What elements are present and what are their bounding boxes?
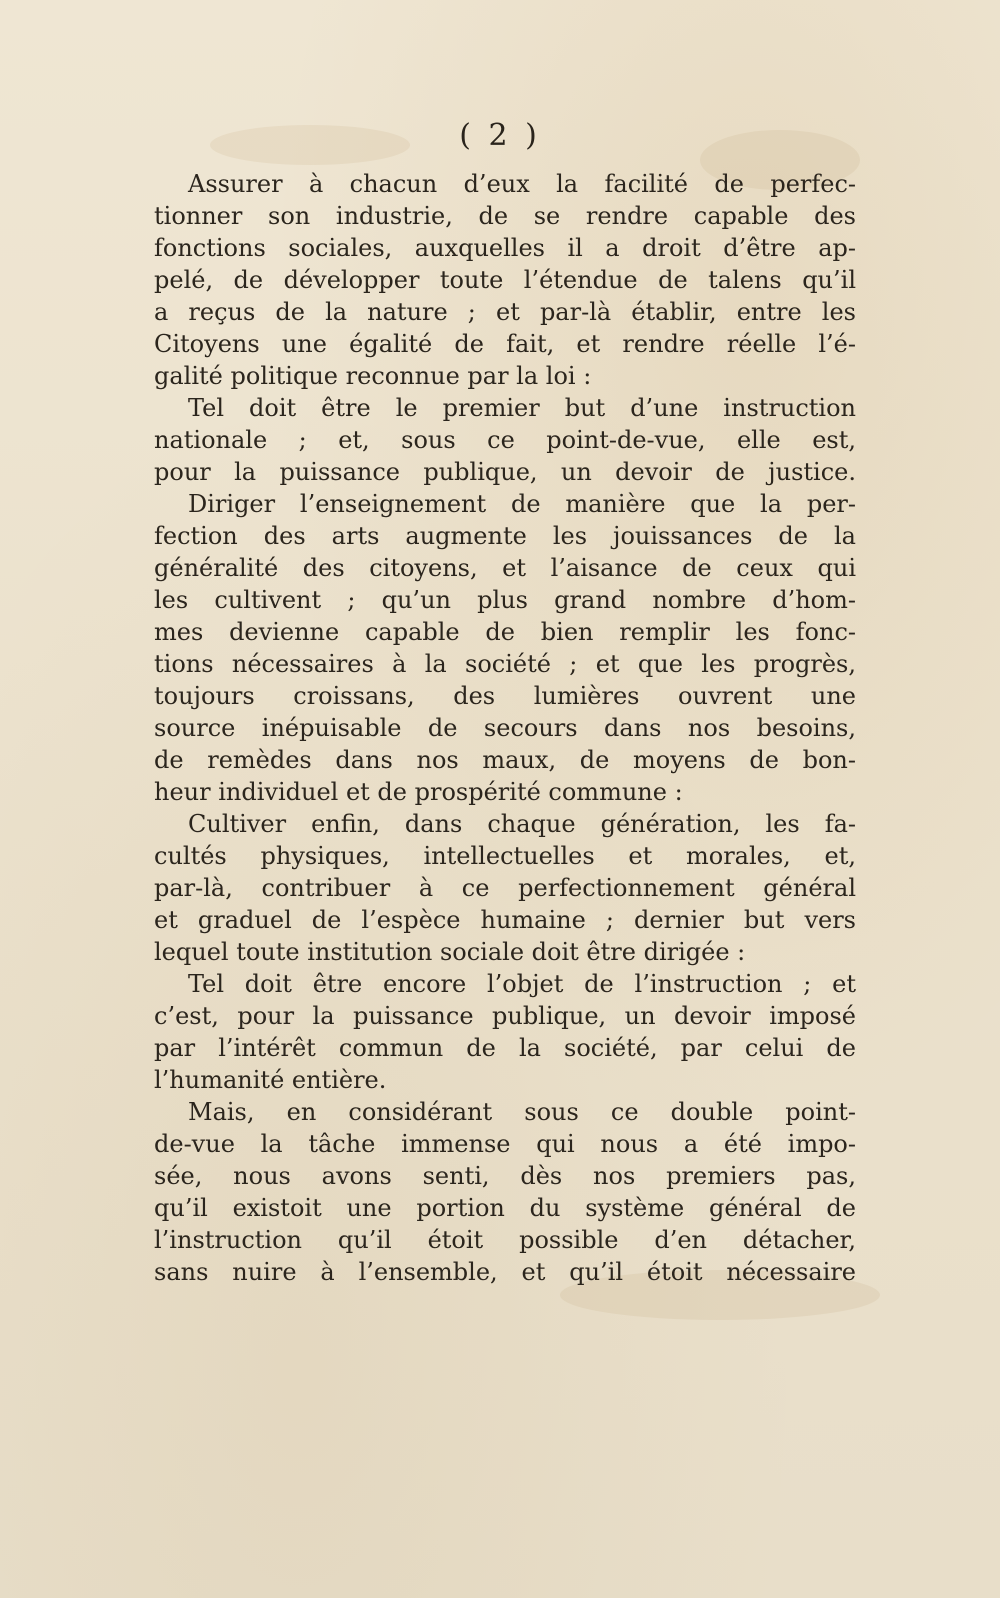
text-line: source inépuisable de secours dans nos besoins, (154, 714, 856, 742)
text-line: a reçus de la nature ; et par-là établir, entre les (154, 298, 856, 326)
text-line: Cultiver enfin, dans chaque génération, les fa- (188, 810, 856, 838)
text-line: c’est, pour la puissance publique, un devoir imposé (154, 1002, 856, 1030)
text-line: heur individuel et de prospérité commune : (154, 778, 683, 806)
text-line: l’instruction qu’il étoit possible d’en détacher, (154, 1226, 856, 1254)
text-line: lequel toute institution sociale doit être dirigée : (154, 938, 746, 966)
text-line: de remèdes dans nos maux, de moyens de bon- (154, 746, 856, 774)
text-line: l’humanité entière. (154, 1066, 387, 1094)
text-line: toujours croissans, des lumières ouvrent une (154, 682, 856, 710)
page-number: ( 2 ) (459, 118, 541, 153)
text-line: tions nécessaires à la société ; et que les progrès, (154, 650, 856, 678)
text-line: Diriger l’enseignement de manière que la per- (188, 490, 856, 518)
text-line: par l’intérêt commun de la société, par celui de (154, 1034, 856, 1062)
text-line: par-là, contribuer à ce perfectionnement général (154, 874, 856, 902)
text-line: fection des arts augmente les jouissances de la (154, 522, 856, 550)
text-line: nationale ; et, sous ce point-de-vue, elle est, (154, 426, 856, 454)
text-line: Tel doit être encore l’objet de l’instruction ; et (188, 970, 856, 998)
text-line: sans nuire à l’ensemble, et qu’il étoit nécessaire (154, 1258, 856, 1286)
text-line: et graduel de l’espèce humaine ; dernier but vers (154, 906, 856, 934)
text-line: pelé, de développer toute l’étendue de talens qu’il (154, 266, 856, 294)
text-line: qu’il existoit une portion du système général de (154, 1194, 856, 1222)
text-line: Citoyens une égalité de fait, et rendre réelle l’é- (154, 330, 856, 358)
text-line: pour la puissance publique, un devoir de justice. (154, 458, 856, 486)
text-line: Mais, en considérant sous ce double point- (188, 1098, 856, 1126)
text-line: Assurer à chacun d’eux la facilité de perfec- (188, 170, 856, 198)
text-line: Tel doit être le premier but d’une instruction (188, 394, 856, 422)
text-line: fonctions sociales, auxquelles il a droit d’être ap- (154, 234, 856, 262)
text-line: généralité des citoyens, et l’aisance de ceux qui (154, 554, 856, 582)
text-line: tionner son industrie, de se rendre capable des (154, 202, 856, 230)
body-text (154, 168, 856, 1288)
text-line: les cultivent ; qu’un plus grand nombre d’hom- (154, 586, 856, 614)
text-line: mes devienne capable de bien remplir les fonc- (154, 618, 856, 646)
text-line: de-vue la tâche immense qui nous a été impo- (154, 1130, 856, 1158)
text-line: cultés physiques, intellectuelles et morales, et, (154, 842, 856, 870)
text-line: sée, nous avons senti, dès nos premiers pas, (154, 1162, 856, 1190)
text-line: galité politique reconnue par la loi : (154, 362, 592, 390)
